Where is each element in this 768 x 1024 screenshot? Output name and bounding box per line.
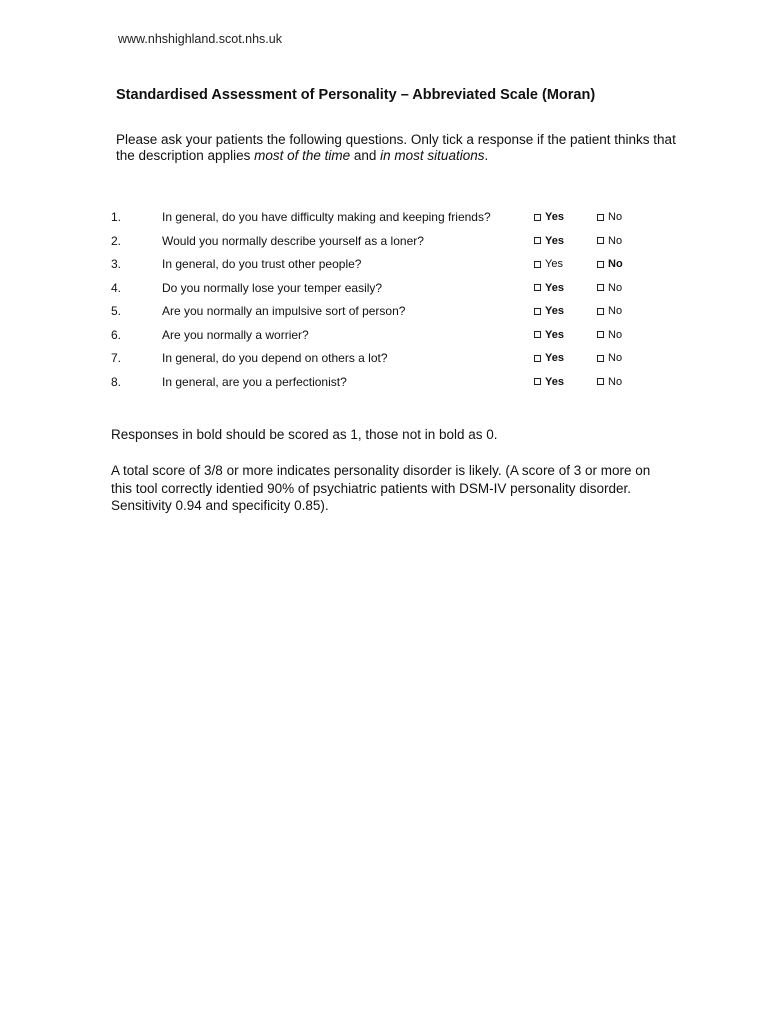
question-text: Are you normally an impulsive sort of person? <box>162 304 406 318</box>
question-text: Would you normally describe yourself as a loner? <box>162 233 424 248</box>
question-text: In general, do you have difficulty making and keeping friends? <box>162 210 491 224</box>
no-option[interactable] <box>597 305 622 317</box>
question-number: 1. <box>111 210 122 224</box>
no-checkbox[interactable] <box>597 237 604 244</box>
question-text: In general, do you trust other people? <box>162 257 362 271</box>
yes-label: Yes <box>545 375 564 388</box>
yes-checkbox[interactable] <box>534 261 541 268</box>
question-row <box>111 349 671 373</box>
no-option[interactable] <box>597 282 622 294</box>
no-checkbox[interactable] <box>597 214 604 221</box>
no-checkbox[interactable] <box>597 355 604 362</box>
no-label: No <box>608 234 623 247</box>
question-text: Do you normally lose your temper easily? <box>162 280 383 295</box>
yes-label: Yes <box>545 305 564 317</box>
yes-checkbox[interactable] <box>534 284 541 291</box>
yes-checkbox[interactable] <box>534 308 541 315</box>
question-number: 2. <box>111 233 122 248</box>
yes-option[interactable] <box>534 352 564 364</box>
no-checkbox[interactable] <box>597 331 604 338</box>
question-number: 6. <box>111 327 122 342</box>
no-checkbox[interactable] <box>597 284 604 291</box>
yes-option[interactable] <box>534 376 564 388</box>
yes-option[interactable] <box>534 235 564 247</box>
no-label: No <box>608 305 623 317</box>
question-number: 4. <box>111 280 122 295</box>
interpretation-note: A total score of 3/8 or more indicates personality disorder is likely. (A score of 3 or more on this tool correctly identied 90% of psychiatric patients with DSM-IV personality disorder. Sensitivity 0.94 and specificity 0.85). <box>111 463 651 513</box>
intro-paragraph <box>116 132 676 164</box>
question-row <box>111 279 671 303</box>
yes-label: Yes <box>545 211 564 223</box>
question-number: 5. <box>111 304 122 318</box>
no-checkbox[interactable] <box>597 261 604 268</box>
yes-label: Yes <box>545 281 564 294</box>
yes-checkbox[interactable] <box>534 237 541 244</box>
yes-option[interactable] <box>534 329 564 341</box>
yes-label: Yes <box>545 234 564 247</box>
intro-text-2: and <box>350 148 381 163</box>
question-row <box>111 302 671 326</box>
question-row <box>111 326 671 350</box>
yes-option[interactable] <box>534 258 563 270</box>
no-option[interactable] <box>597 376 622 388</box>
yes-checkbox[interactable] <box>534 331 541 338</box>
no-option[interactable] <box>597 329 622 341</box>
question-number: 7. <box>111 351 122 365</box>
yes-label: Yes <box>545 328 564 341</box>
yes-checkbox[interactable] <box>534 378 541 385</box>
no-label: No <box>608 328 623 341</box>
no-option[interactable] <box>597 235 622 247</box>
yes-checkbox[interactable] <box>534 355 541 362</box>
no-option[interactable] <box>597 211 622 223</box>
yes-label: Yes <box>545 352 564 364</box>
no-option[interactable] <box>597 258 623 270</box>
no-label: No <box>608 375 623 388</box>
question-text: In general, do you depend on others a lot? <box>162 351 388 365</box>
question-row <box>111 255 671 279</box>
question-row <box>111 208 671 232</box>
yes-option[interactable] <box>534 282 564 294</box>
intro-text-1: Please ask your patients the following questions. Only tick a response if the patient thinks that the description applies <box>116 132 676 163</box>
site-url: www.nhshighland.scot.nhs.uk <box>118 32 282 46</box>
intro-emphasis-1: most of the time <box>254 148 351 163</box>
yes-option[interactable] <box>534 305 564 317</box>
question-number: 3. <box>111 257 122 271</box>
page-title: Standardised Assessment of Personality – Abbreviated Scale (Moran) <box>116 87 596 103</box>
yes-label: Yes <box>545 258 563 270</box>
intro-emphasis-2: in most situations <box>380 148 485 163</box>
yes-option[interactable] <box>534 211 564 223</box>
intro-text-3: . <box>484 148 489 163</box>
no-label: No <box>608 281 623 294</box>
no-option[interactable] <box>597 352 622 364</box>
no-checkbox[interactable] <box>597 308 604 315</box>
question-text: Are you normally a worrier? <box>162 327 309 342</box>
question-row <box>111 373 671 397</box>
no-checkbox[interactable] <box>597 378 604 385</box>
yes-checkbox[interactable] <box>534 214 541 221</box>
no-label: No <box>608 352 623 364</box>
question-row <box>111 232 671 256</box>
scoring-note: Responses in bold should be scored as 1, those not in bold as 0. <box>111 427 498 442</box>
no-label: No <box>608 258 623 270</box>
question-list <box>111 208 671 396</box>
question-number: 8. <box>111 374 122 389</box>
no-label: No <box>608 211 623 223</box>
question-text: In general, are you a perfectionist? <box>162 374 347 389</box>
